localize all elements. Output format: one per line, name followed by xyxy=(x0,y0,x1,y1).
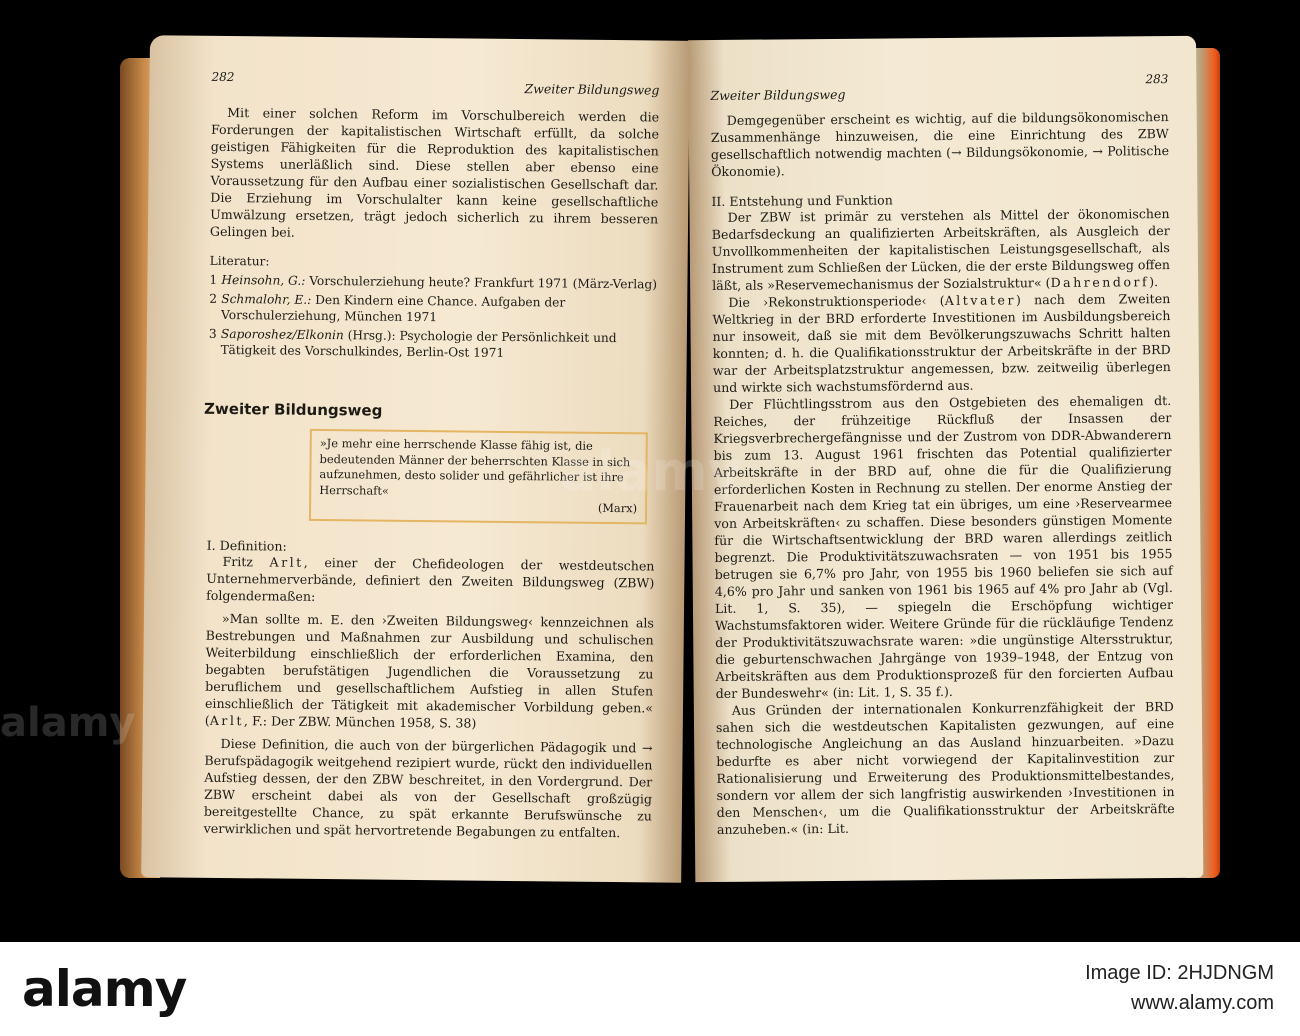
watermark-left: alamy xyxy=(0,700,136,746)
literature-item: 3 Saporoshez/Elkonin (Hrsg.): Psychologie der Persönlichkeit und Tätigkeit des Vorschulkindes, Berlin-Ost 1971 xyxy=(208,326,617,360)
image-id: Image ID: 2HJDNGM xyxy=(1085,962,1274,984)
literature-item: 2 Schmalohr, E.: Den Kindern eine Chance. Aufgaben der Vorschulerziehung, München 1971 xyxy=(209,291,566,325)
left-page-header xyxy=(211,68,660,98)
definition-paragraph: Fritz Arlt, einer der Chefideologen der westdeutschen Unternehmerverbände, definiert den Zweiten Bildungsweg (ZBW) folgendermaßen: xyxy=(206,553,655,604)
paragraph: Der ZBW ist primär zu verstehen als Mittel der ökonomischen Bedarfsdeckung an qualifizierten Arbeitskräften, als Ausgleich der Unvollkommenheiten der kapitalistischen Leistungsgesellschaft, als Instrument zum Schließen der Lücken, die der erste Bildungsweg offen läßt, als »Reservemechanismus der Sozialstruktur« (Dahrendorf). xyxy=(711,206,1171,294)
epigraph-text: »Je mehr eine herrschende Klasse fähig ist, die bedeutenden Männer der beherrschten Klasse in sich aufzunehmen, desto solider und gefährlicher ist ihre Herrschaft« xyxy=(319,435,631,498)
alamy-logo: alamy xyxy=(22,960,187,1018)
author-name: Altvater xyxy=(944,292,1017,308)
paragraph: Die ›Rekonstruktionsperiode‹ (Altvater) nach dem Zweiten Weltkrieg in der BRD erforderte Investitionen im Ausbildungsbereich nur insoweit, daß sie mit dem Bevölkerungszuwachs Schritt halten konnten; d. h. die Qualifikationsstruktur der Arbeitskräfte in der BRD war der Arbeitsplatzstruktur angemessen, bzw. zeitweilig überlegen und wirkte sich wachstumsfördernd aus. xyxy=(712,291,1171,396)
image-meta xyxy=(1085,958,1274,1018)
stock-footer xyxy=(0,942,1300,1036)
paragraph: Der Flüchtlingsstrom aus den Ostgebieten des ehemaligen dt. Reiches, der frühzeitige Rückfluß der Insassen der Kriegsverbrechergefängnisse und der Zustrom von DDR-Abwanderern bis zum 13. August 1961 frischten das Potential qualifizierter Arbeitskräfte in der BRD auf, ohne die für die Qualifizierung erforderlichen Kosten in Rechnung zu stellen. Der enorme Anstieg der Frauenarbeit nach dem Krieg tat ein übriges, um eine ›Reservearmee von Arbeitskräften‹ zu schaffen. Diese besonders günstigen Momente für die Wirtschaftsentwicklung der BRD waren allerdings zeitlich begrenzt. Die Produktivitätszuwachsraten — von 1951 bis 1955 betrugen sie 6,7% pro Jahr, von 1955 bis 1960 beliefen sie sich auf 4,6% pro Jahr und sanken von 1961 bis 1965 auf 4% pro Jahr ab (Vgl. Lit. 1, S. 35), — spiegeln die Erschöpfung wichtiger Wachstumsfaktoren wider. Weitere Gründe für die rückläufige Tendenz der Produktivitätszuwachsrate waren: »die ungünstige Altersstruktur, die geburtenschwachen Jahrgänge von 1939–1948, der Entzug von Arbeitskräften aus dem Produktionsprozeß für den forcierten Aufbau der Bundeswehr« (in: Lit. 1, S. 35 f.). xyxy=(713,393,1174,701)
author-name: Dahrendorf xyxy=(1050,274,1150,291)
section-title: Zweiter Bildungsweg xyxy=(204,399,383,420)
right-page xyxy=(688,36,1203,882)
paragraph: Aus Gründen der internationalen Konkurrenzfähigkeit der BRD sahen sich die westdeutschen Kapitalisten gezwungen, auf eine technologische Angleichung an das Ausland hinzuarbeiten. »Dazu bedurfte es aber nicht vorwiegend der Kapitalinvestition zur Rationalisierung und Erweiterung des Produktionsmittelbestandes, sondern vor allem der sich langfristig auswirkenden ›Investitionen in den Menschen‹, um die Qualifikationsstruktur der Arbeitskräfte anzuheben.« (in: Lit. xyxy=(715,699,1175,837)
intro-paragraph: Mit einer solchen Reform im Vorschulbereich werden die Forderungen der kapitalistischen Wirtschaft erfüllt, da solche geistigen Fähigkeiten für die Reproduktion des kapitalistischen Systems unerläßlich sind. Diese stellen aber ebenso eine Voraussetzung für den Aufbau einer sozialistischen Gesellschaft dar. Die Erziehung im Vorschulalter kann keine gesellschaftliche Umwälzung ersetzen, trägt jedoch sicherlich zu ihrem besseren Gelingen bei. xyxy=(209,104,660,240)
running-head-left: Zweiter Bildungsweg xyxy=(524,81,660,98)
running-head-right: Zweiter Bildungsweg xyxy=(710,86,846,104)
epigraph-source: (Marx) xyxy=(597,500,638,516)
author-name: Arlt xyxy=(209,712,245,728)
page-number-left: 282 xyxy=(211,69,235,85)
section-heading-entstehung: II. Entstehung und Funktion xyxy=(711,192,893,210)
open-book xyxy=(120,38,1220,880)
right-page-header xyxy=(710,72,1169,104)
epigraph-box xyxy=(309,429,648,524)
literature-item: 1 Heinsohn, G.: Vorschulerziehung heute? Frankfurt 1971 (März-Verlag) xyxy=(209,272,658,292)
left-page xyxy=(141,35,690,883)
site-url[interactable]: www.alamy.com xyxy=(1131,992,1274,1014)
paragraph: Demgegenüber erscheint es wichtig, auf die bildungsökonomischen Zusammenhänge hinzuweisen, die eine Einrichtung des ZBW gesellschaftlich notwendig machten (→ Bildungsökonomie, → Politische Ökonomie). xyxy=(710,109,1170,180)
page-number-right: 283 xyxy=(1145,72,1169,87)
literature-heading: Literatur: xyxy=(209,253,270,269)
definition-quote: »Man sollte m. E. den ›Zweiten Bildungsweg‹ kennzeichnen als Bestrebungen und Maßnahmen zur Ausbildung und schulischen Weiterbildung einschließlich der erforderlichen Examina, den begabten berufstätigen Jugendlichen die Voraussetzung zu beruflichem und gesellschaftlichem Aufstieg in allen Stufen einschließlich der Tätigkeit mit akademischer Vorbildung geben.« (Arlt, F.: Der ZBW. München 1958, S. 38) xyxy=(204,610,654,731)
author-name: Arlt xyxy=(269,553,304,570)
definition-heading: I. Definition: xyxy=(206,537,287,554)
definition-commentary: Diese Definition, die auch von der bürgerlichen Pädagogik und → Berufspädagogik weitgehend rezipiert wurde, rückt den individuellen Aufstieg dessen, der den ZBW beschreitet, in den Vordergrund. Der ZBW erscheint dabei als von der Gesellschaft großzügig bereitgestellte Chance, zu spät erkannte Berufswünsche zu verwirklichen und spät hervortretende Begabungen zu entfalten. xyxy=(203,735,653,840)
